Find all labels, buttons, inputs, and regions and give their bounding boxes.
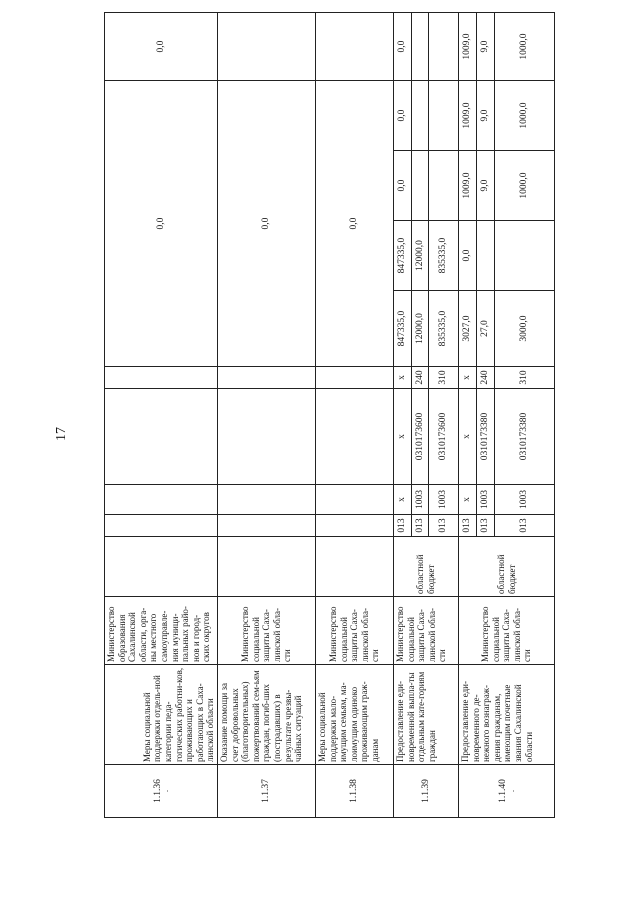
page-number: 17 [54,427,69,441]
year3-value [412,81,429,151]
rz-code [105,485,218,515]
executor: Министерство социальной защиты Саха-линской обла-сти [316,597,394,665]
year2-value: 1009,0 [459,151,477,221]
rz-code: 1003 [429,485,459,515]
cs-code [218,389,316,485]
year4-value [412,13,429,81]
executor: Министерство социальной защиты Саха-линской обла-сти [394,597,459,665]
year4-value [429,13,459,81]
cs-code [105,389,218,485]
measure-name: Меры социальной поддержки мало-имущим семьям, ма-лоимущим одиноко проживающим граж-данам [316,665,394,765]
total-value: 835335,0 [429,291,459,367]
rz-code: 1003 [477,485,495,515]
row-number: 1.1.36 . [105,765,218,818]
year1-value: 835335,0 [429,221,459,291]
year4-value: 1000,0 [495,13,555,81]
year1-value [495,221,555,291]
executor: Министерство образования Сахалинской области, орга-ны местного самоуправле-ния муници-пальных райо-нов и город-ских округов [105,597,218,665]
grbs-code: 013 [477,515,495,537]
vr-code: х [394,367,412,389]
rz-code: 1003 [412,485,429,515]
vr-code [218,367,316,389]
measure-name: Оказание помощи за счет добровольных (благотворительных) пожертвований сем-ьям граждан, погиб-ших (пострадавших) в результате чрезвы-чайных ситуаций [218,665,316,765]
funding-source [218,537,316,597]
rz-code: х [394,485,412,515]
grbs-code: 013 [429,515,459,537]
year1-value: 12000,0 [412,221,429,291]
zero-value: 0,0 [218,81,316,367]
cs-code: х [459,389,477,485]
cs-code: х [394,389,412,485]
cs-code: 0310173600 [429,389,459,485]
vr-code: 240 [412,367,429,389]
table-row [218,13,316,818]
vr-code: 310 [429,367,459,389]
total-value: 12000,0 [412,291,429,367]
rotated-table-wrapper [104,13,554,818]
measure-name: Предоставление еди-новременного де-нежного вознаграж-дения гражданам, имеющим почетные звания Сахалинской области [459,665,555,765]
zero-value: 0,0 [105,81,218,367]
grbs-code [105,515,218,537]
grbs-code: 013 [495,515,555,537]
rz-code [316,485,394,515]
executor: Министерство социальной защиты Саха-линской обла-сти [459,597,555,665]
budget-table [104,12,555,818]
table-row [394,13,412,818]
cs-code: 0310173600 [412,389,429,485]
year1-value [477,221,495,291]
row-number: 1.1.38 [316,765,394,818]
year3-value: 1009,0 [459,81,477,151]
vr-code: 240 [477,367,495,389]
funding-source [316,537,394,597]
year3-value: 0,0 [394,81,412,151]
year4-value: 0,0 [394,13,412,81]
year3-value: 9,0 [477,81,495,151]
rz-code: х [459,485,477,515]
year1-value: 0,0 [459,221,477,291]
year4-value [316,13,394,81]
year4-value: 9,0 [477,13,495,81]
grbs-code: 013 [412,515,429,537]
executor: Министерство социальной защиты Саха-линской обла-сти [218,597,316,665]
table-row [459,13,477,818]
vr-code [316,367,394,389]
year2-value [429,151,459,221]
year4-value [218,13,316,81]
funding-source: областной бюджет [459,537,555,597]
measure-name: Меры социальной поддержки отдель-ной категории педа-гогических работни-ков, проживающих и работающих в Саха-линской области [105,665,218,765]
year4-value: 0,0 [105,13,218,81]
year3-value: 1000,0 [495,81,555,151]
year2-value: 0,0 [394,151,412,221]
year2-value: 1000,0 [495,151,555,221]
grbs-code [316,515,394,537]
vr-code [105,367,218,389]
total-value: 847335,0 [394,291,412,367]
funding-source: областной бюджет [394,537,459,597]
vr-code: х [459,367,477,389]
row-number: 1.1.39 [394,765,459,818]
measure-name: Предоставление еди-новременной выпла-ты отдельным кате-гориям граждан [394,665,459,765]
grbs-code: 013 [394,515,412,537]
total-value: 3000,0 [495,291,555,367]
zero-value: 0,0 [316,81,394,367]
year3-value [429,81,459,151]
year2-value: 9,0 [477,151,495,221]
row-number: 1.1.37 [218,765,316,818]
table-row [105,13,218,818]
year4-value: 1009,0 [459,13,477,81]
row-number: 1.1.40 . [459,765,555,818]
cs-code: 0310173380 [495,389,555,485]
rz-code: 1003 [495,485,555,515]
grbs-code [218,515,316,537]
funding-source [105,537,218,597]
year1-value: 847335,0 [394,221,412,291]
table-row [316,13,394,818]
year2-value [412,151,429,221]
cs-code: 0310173380 [477,389,495,485]
vr-code: 310 [495,367,555,389]
total-value: 27,0 [477,291,495,367]
total-value: 3027,0 [459,291,477,367]
grbs-code: 013 [459,515,477,537]
cs-code [316,389,394,485]
rz-code [218,485,316,515]
